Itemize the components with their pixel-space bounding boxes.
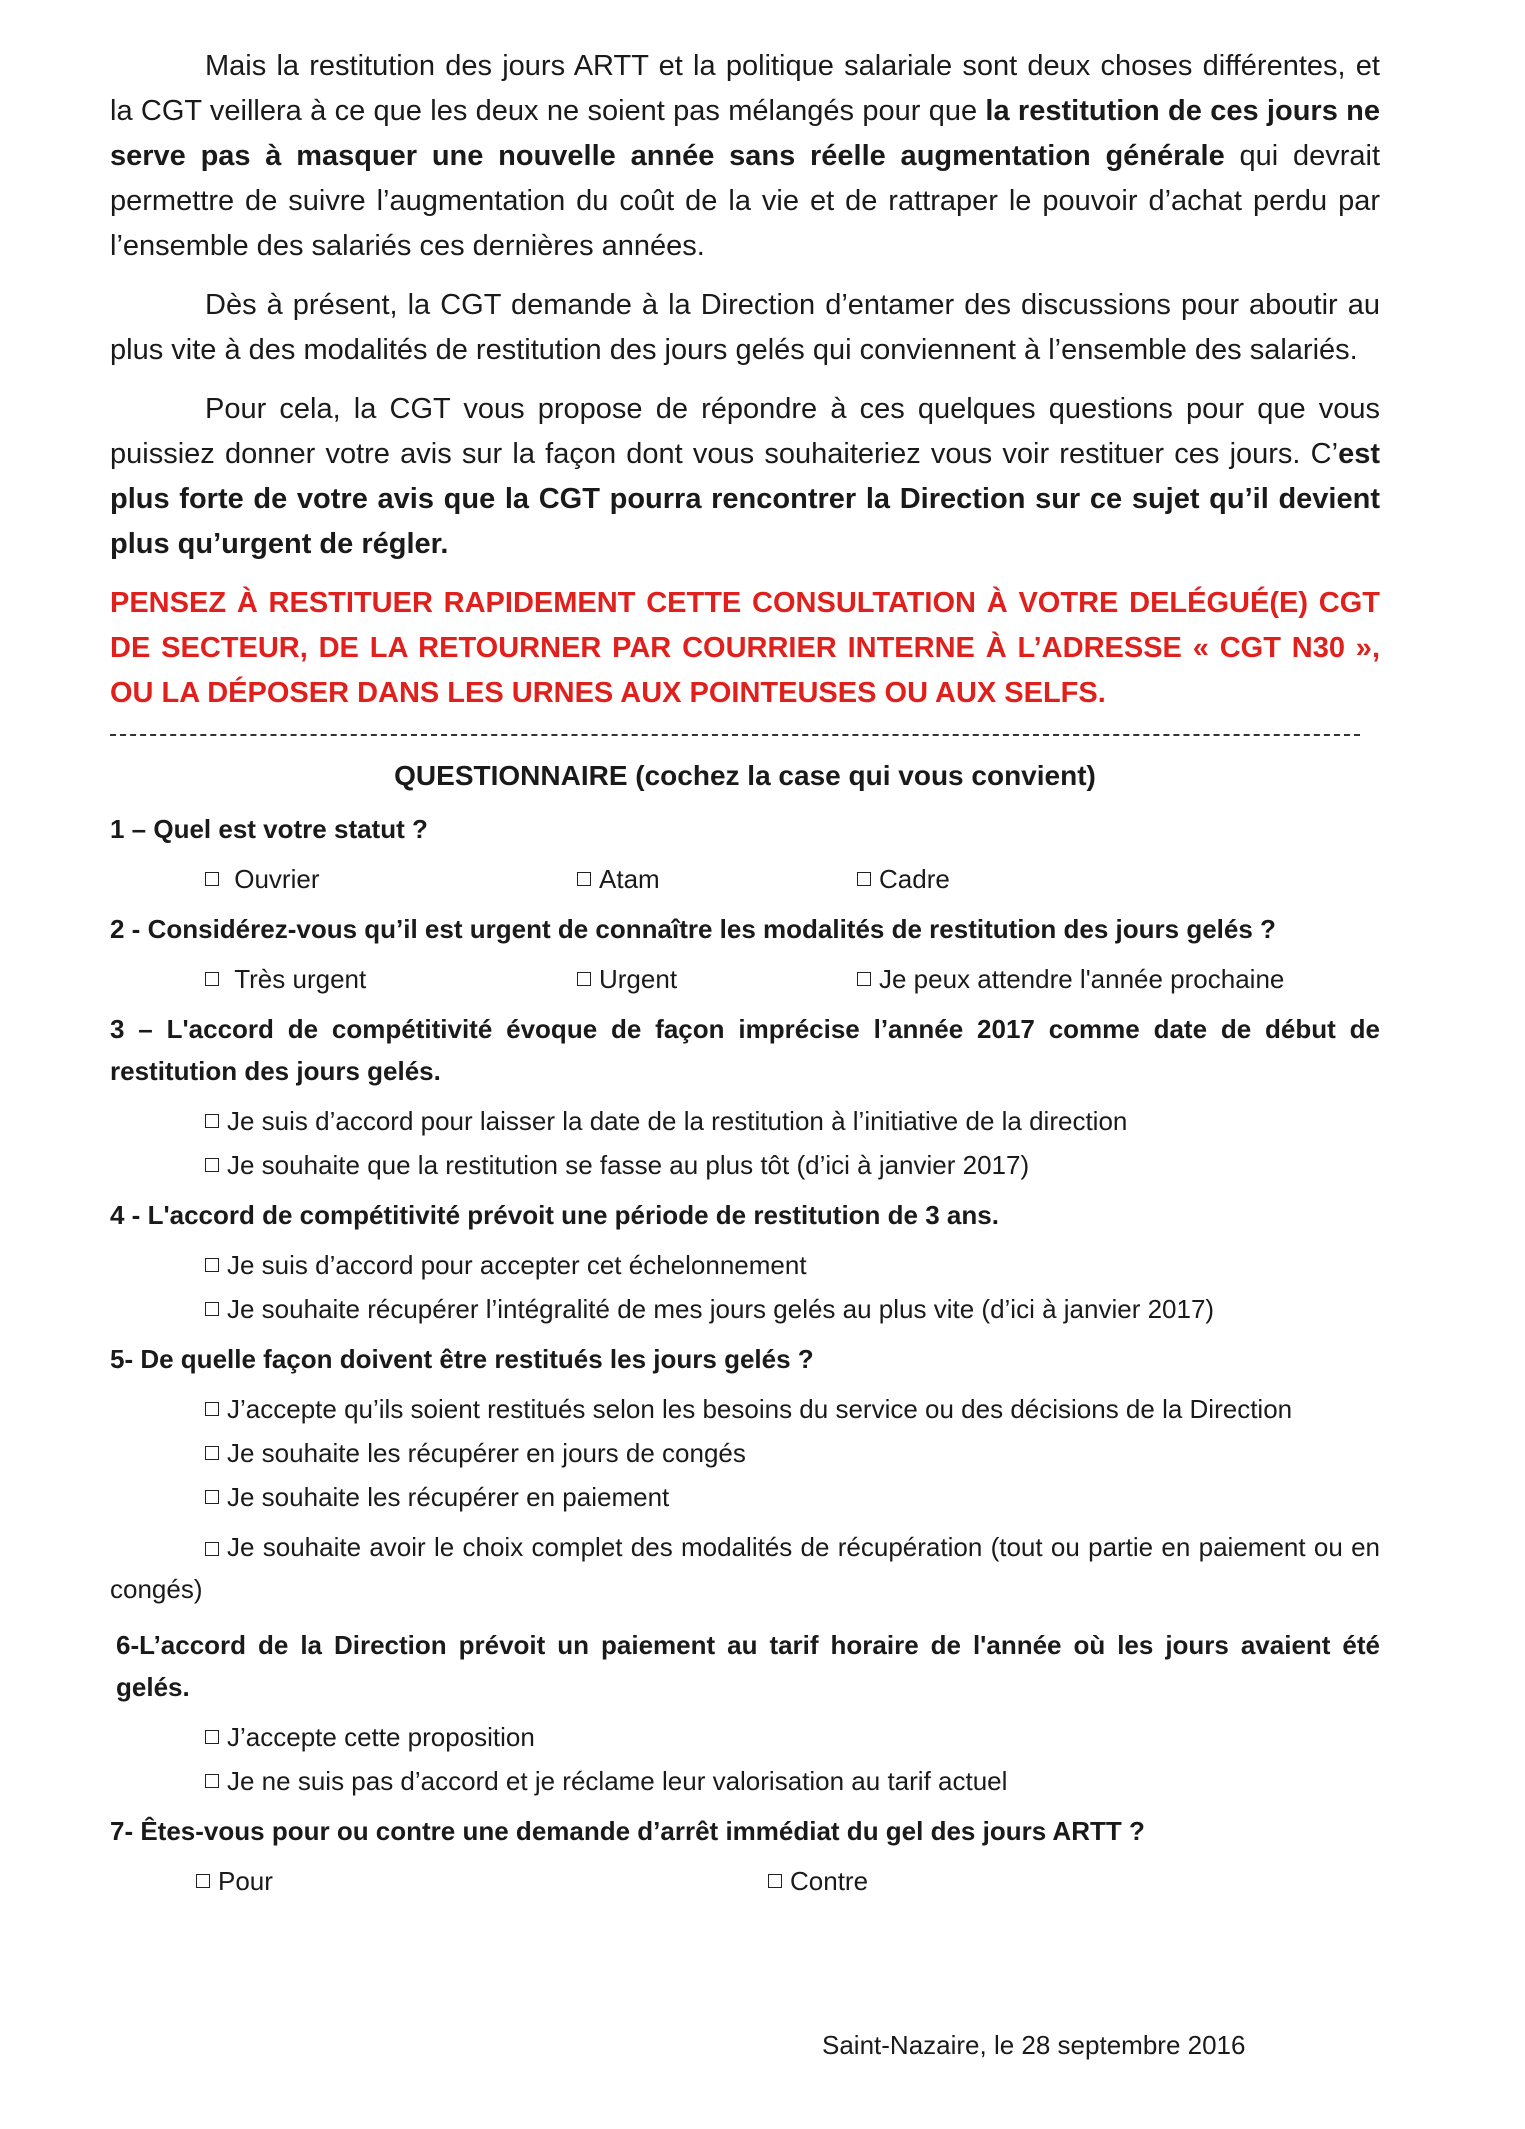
dashed-separator (110, 734, 1360, 736)
option-urgent[interactable] (577, 964, 857, 994)
intro-p3-bold: est plus forte de votre avis que la CGT pourra rencontrer la Direction sur ce sujet qu’il devient plus qu’urgent de régler. (110, 438, 1380, 560)
checkbox-icon[interactable] (577, 872, 591, 886)
return-instructions-warning: PENSEZ À RESTITUER RAPIDEMENT CETTE CONSULTATION À VOTRE DELÉGUÉ(E) CGT DE SECTEUR, DE LA RETOURNER PAR COURRIER INTERNE À L’ADRESSE « CGT N30 », OU LA DÉPOSER DANS LES URNES AUX POINTEUSES OU AUX SELFS. (110, 587, 1380, 709)
question-5-option-2[interactable] (205, 1438, 1380, 1468)
option-cadre[interactable] (857, 864, 950, 894)
checkbox-icon[interactable] (205, 1542, 219, 1556)
option-label: Urgent (599, 964, 678, 994)
option-contre[interactable] (768, 1866, 868, 1896)
option-atam[interactable] (577, 864, 857, 894)
document-page (110, 44, 1380, 1910)
checkbox-icon[interactable] (205, 1730, 219, 1744)
checkbox-icon[interactable] (205, 1258, 219, 1272)
question-5: 5- De quelle façon doivent être restitués les jours gelés ? (110, 1344, 814, 1374)
checkbox-icon[interactable] (205, 1158, 219, 1172)
question-1: 1 – Quel est votre statut ? (110, 814, 428, 844)
option-label: Très urgent (234, 964, 367, 994)
questionnaire-title: QUESTIONNAIRE (cochez la case qui vous convient) (394, 760, 1096, 791)
checkbox-icon[interactable] (205, 1446, 219, 1460)
question-5-option-1[interactable] (205, 1394, 1380, 1424)
question-2-options (205, 964, 1380, 994)
question-5-option-3[interactable] (205, 1482, 1380, 1512)
option-label: Contre (790, 1866, 869, 1896)
checkbox-icon[interactable] (205, 1402, 219, 1416)
checkbox-icon[interactable] (205, 1302, 219, 1316)
intro-paragraph-2: Dès à présent, la CGT demande à la Direction d’entamer des discussions pour aboutir au plus vite à des modalités de restitution des jours gelés qui conviennent à l’ensemble des salariés. (110, 289, 1380, 366)
option-label: Je souhaite les récupérer en paiement (227, 1482, 670, 1512)
question-4-option-2[interactable] (205, 1294, 1380, 1324)
intro-p1-text-end: qui devrait permettre de suivre l’augmentation du coût de la vie et de rattraper le pouvoir d’achat perdu par l’ensemble des salariés ces dernières années. (110, 140, 1381, 262)
option-label: Je suis d’accord pour laisser la date de la restitution à l’initiative de la direction (227, 1106, 1128, 1136)
intro-p3-text: Pour cela, la CGT vous propose de répondre à ces quelques questions pour que vous puissiez donner votre avis sur la façon dont vous souhaiteriez vous voir restituer ces jours. C’ (110, 393, 1380, 470)
question-4-option-1[interactable] (205, 1250, 1380, 1280)
option-label: J’accepte cette proposition (227, 1722, 535, 1752)
option-label: Je souhaite les récupérer en jours de congés (227, 1438, 746, 1468)
question-6-option-2[interactable] (205, 1766, 1380, 1796)
question-4: 4 - L'accord de compétitivité prévoit une période de restitution de 3 ans. (110, 1200, 999, 1230)
question-3-option-1[interactable] (205, 1106, 1380, 1136)
option-label: Pour (218, 1866, 273, 1896)
question-2: 2 - Considérez-vous qu’il est urgent de connaître les modalités de restitution des jours gelés ? (110, 914, 1276, 944)
checkbox-icon[interactable] (857, 972, 871, 986)
option-label: J’accepte qu’ils soient restitués selon les besoins du service ou des décisions de la Direction (227, 1394, 1293, 1424)
intro-paragraph-3 (110, 387, 1380, 567)
question-3: 3 – L'accord de compétitivité évoque de façon imprécise l’année 2017 comme date de début de restitution des jours gelés. (110, 1014, 1380, 1086)
option-label: Je souhaite que la restitution se fasse au plus tôt (d’ici à janvier 2017) (227, 1150, 1030, 1180)
option-tres-urgent[interactable] (205, 964, 577, 994)
question-7-options (196, 1866, 1380, 1896)
option-pour[interactable] (196, 1866, 768, 1896)
option-label: Je peux attendre l'année prochaine (879, 964, 1285, 994)
option-label: Atam (599, 864, 660, 894)
option-label: Je souhaite avoir le choix complet des modalités de récupération (tout ou partie en paiement ou en congés) (110, 1532, 1380, 1604)
intro-p1-bold: la restitution de ces jours ne serve pas à masquer une nouvelle année sans réelle augmentation générale (110, 95, 1380, 172)
checkbox-icon[interactable] (205, 1490, 219, 1504)
question-6: 6-L’accord de la Direction prévoit un paiement au tarif horaire de l'année où les jours avaient été gelés. (116, 1630, 1380, 1702)
option-label: Ouvrier (234, 864, 320, 894)
checkbox-icon[interactable] (768, 1874, 782, 1888)
option-label: Cadre (879, 864, 950, 894)
checkbox-icon[interactable] (205, 1114, 219, 1128)
option-label: Je souhaite récupérer l’intégralité de mes jours gelés au plus vite (d’ici à janvier 2017) (227, 1294, 1215, 1324)
checkbox-icon[interactable] (205, 1774, 219, 1788)
question-6-option-1[interactable] (205, 1722, 1380, 1752)
question-3-option-2[interactable] (205, 1150, 1380, 1180)
place-date-signature: Saint-Nazaire, le 28 septembre 2016 (822, 2030, 1246, 2060)
checkbox-icon[interactable] (205, 872, 219, 886)
question-7: 7- Êtes-vous pour ou contre une demande d’arrêt immédiat du gel des jours ARTT ? (110, 1816, 1145, 1846)
option-label: Je suis d’accord pour accepter cet échelonnement (227, 1250, 807, 1280)
option-ouvrier[interactable] (205, 864, 577, 894)
question-1-options (205, 864, 1380, 894)
option-label: Je ne suis pas d’accord et je réclame leur valorisation au tarif actuel (227, 1766, 1008, 1796)
checkbox-icon[interactable] (196, 1874, 210, 1888)
intro-paragraph-1 (110, 44, 1380, 269)
option-attendre[interactable] (857, 964, 1284, 994)
question-5-option-4[interactable] (110, 1526, 1380, 1610)
checkbox-icon[interactable] (577, 972, 591, 986)
checkbox-icon[interactable] (857, 872, 871, 886)
checkbox-icon[interactable] (205, 972, 219, 986)
intro-p1-text: Mais la restitution des jours ARTT et la politique salariale sont deux choses différentes, et la CGT veillera à ce que les deux ne soient pas mélangés pour que (110, 50, 1380, 127)
